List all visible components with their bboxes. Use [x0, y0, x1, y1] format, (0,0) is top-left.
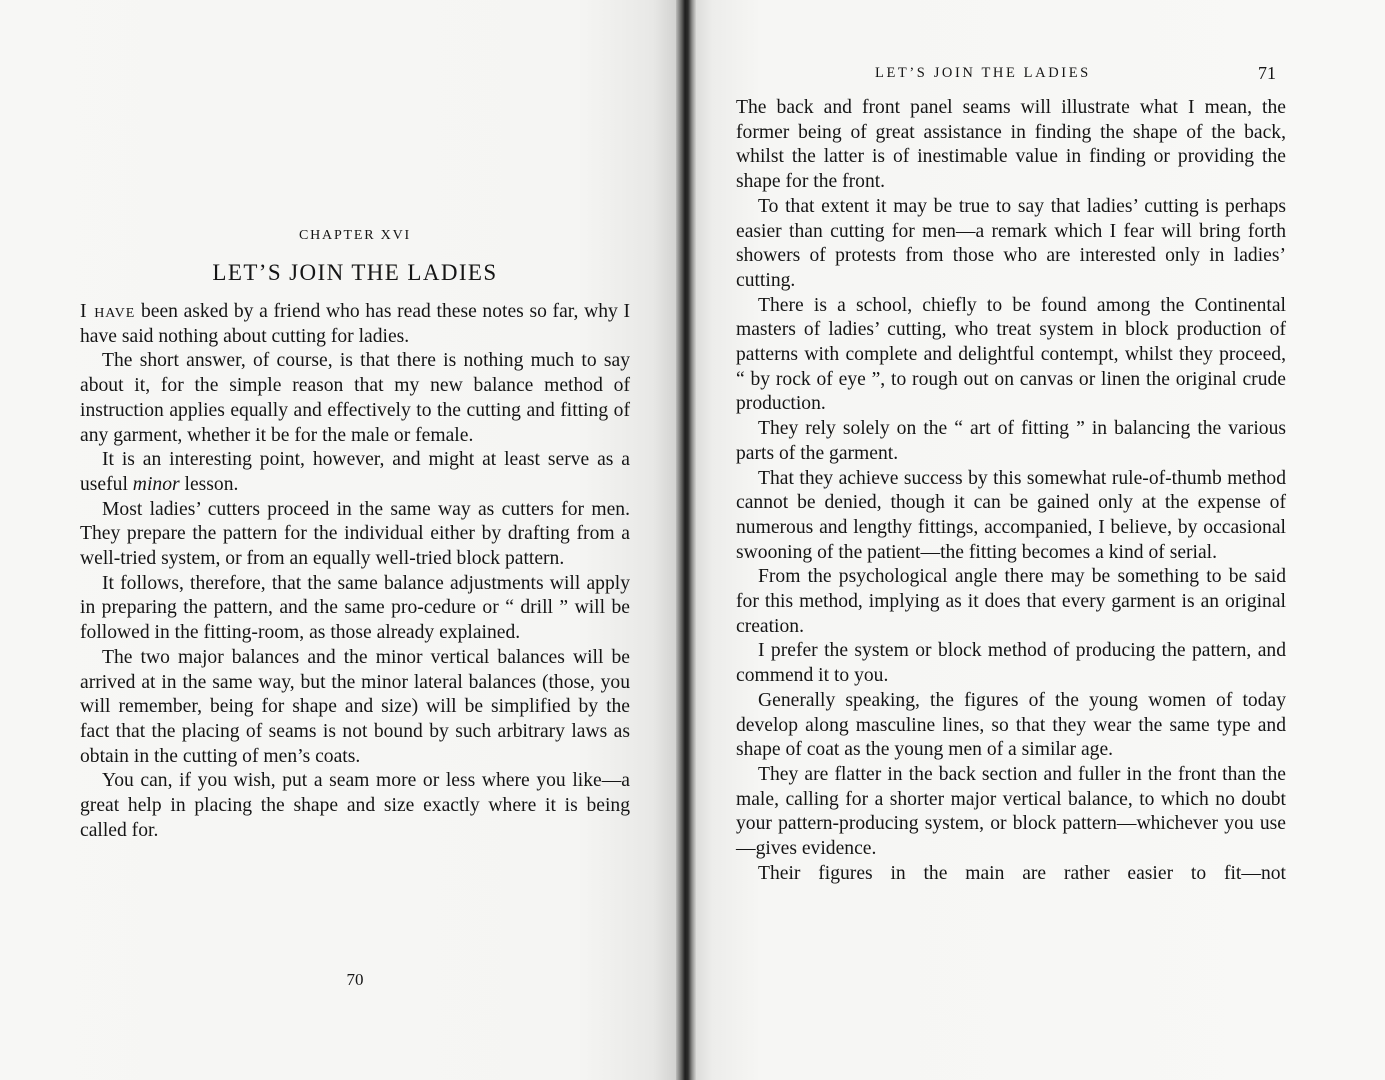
left-paragraph: It follows, therefore, that the same balance adjustments will apply in preparing the pattern, and the same pro-cedure or “ drill ” will be followed in the fitting-room, as those already explained.	[80, 572, 630, 644]
right-paragraph: They are flatter in the back section and fuller in the front than the male, calling for a shorter major vertical balance, to which no doubt your pattern-producing system, or block pattern—whichever you use—gives evidence.	[736, 763, 1286, 860]
italic-minor: minor	[132, 473, 180, 495]
right-page-body	[736, 96, 1286, 887]
right-paragraph: There is a school, chiefly to be found among the Continental masters of ladies’ cutting, who treat system in block production of patterns with complete and delightful contempt, whilst they proceed, “ by rock of eye ”, to rough out on canvas or linen the original crude production.	[736, 294, 1286, 415]
right-paragraph: I prefer the system or block method of producing the pattern, and commend it to you.	[736, 640, 1286, 687]
chapter-number: CHAPTER XVI	[299, 228, 411, 243]
opening-rest: been asked by a friend who has read these notes so far, why I have said nothing about cutting for ladies.	[80, 301, 630, 347]
right-paragraph: To that extent it may be true to say that ladies’ cutting is perhaps easier than cutting for men—a remark which I fear will bring forth showers of protests from those who are interested only in ladies’ cutting.	[736, 195, 1286, 291]
running-header: LET’S JOIN THE LADIES	[875, 65, 1091, 81]
left-paragraph: The two major balances and the minor vertical balances will be arrived at in the same way, but the minor lateral balances (those, you will remember, being for shape and size) will be simplified by the fact that the placing of seams is not bound by such arbitrary laws as obtain in the cutting of men’s coats.	[80, 646, 630, 767]
right-page-number: 71	[1258, 63, 1276, 83]
chapter-title: LET’S JOIN THE LADIES	[212, 260, 498, 285]
right-paragraph: They rely solely on the “ art of fitting ” in balancing the various parts of the garment.	[736, 418, 1286, 464]
right-paragraph: From the psychological angle there may be something to be said for this method, implying as it does that every garment is an original creation.	[736, 566, 1286, 637]
opening-small-caps: I have	[80, 301, 136, 322]
left-paragraph: You can, if you wish, put a seam more or less where you like—a great help in placing the shape and size exactly where it is being called for.	[80, 770, 630, 841]
right-paragraph: Generally speaking, the figures of the young women of today develop along masculine lines, so that they wear the same type and shape of coat as the young men of a similar age.	[736, 689, 1286, 761]
right-paragraph: The back and front panel seams will illustrate what I mean, the former being of great assistance in finding the shape of the back, whilst the latter is of inestimable value in finding or providing the shape for the front.	[736, 97, 1286, 193]
right-paragraph: That they achieve success by this somewhat rule-of-thumb method cannot be denied, though it can be gained only at the expense of numerous and lengthy fittings, accompanied, I believe, by occasional swooning of the patient—the fitting becomes a kind of serial.	[736, 467, 1286, 563]
left-page-body	[80, 300, 630, 843]
left-paragraph-opening	[80, 300, 630, 349]
left-paragraph: The short answer, of course, is that there is nothing much to say about it, for the simple reason that my new balance method of instruction applies equally and effectively to the cutting and fitting of any garment, whether it be for the male or female.	[80, 350, 630, 446]
right-last-line: Their figures in the main are rather easier to fit—not	[758, 862, 1286, 884]
left-paragraph-minor: It is an interesting point, however, and might at least serve as a useful minor lesson.	[80, 449, 630, 495]
book-gutter	[676, 0, 696, 1080]
left-page-number: 70	[346, 970, 364, 989]
left-paragraph: Most ladies’ cutters proceed in the same way as cutters for men. They prepare the pattern for the individual either by drafting from a well-tried system, or from an equally well-tried block pattern.	[80, 498, 630, 570]
